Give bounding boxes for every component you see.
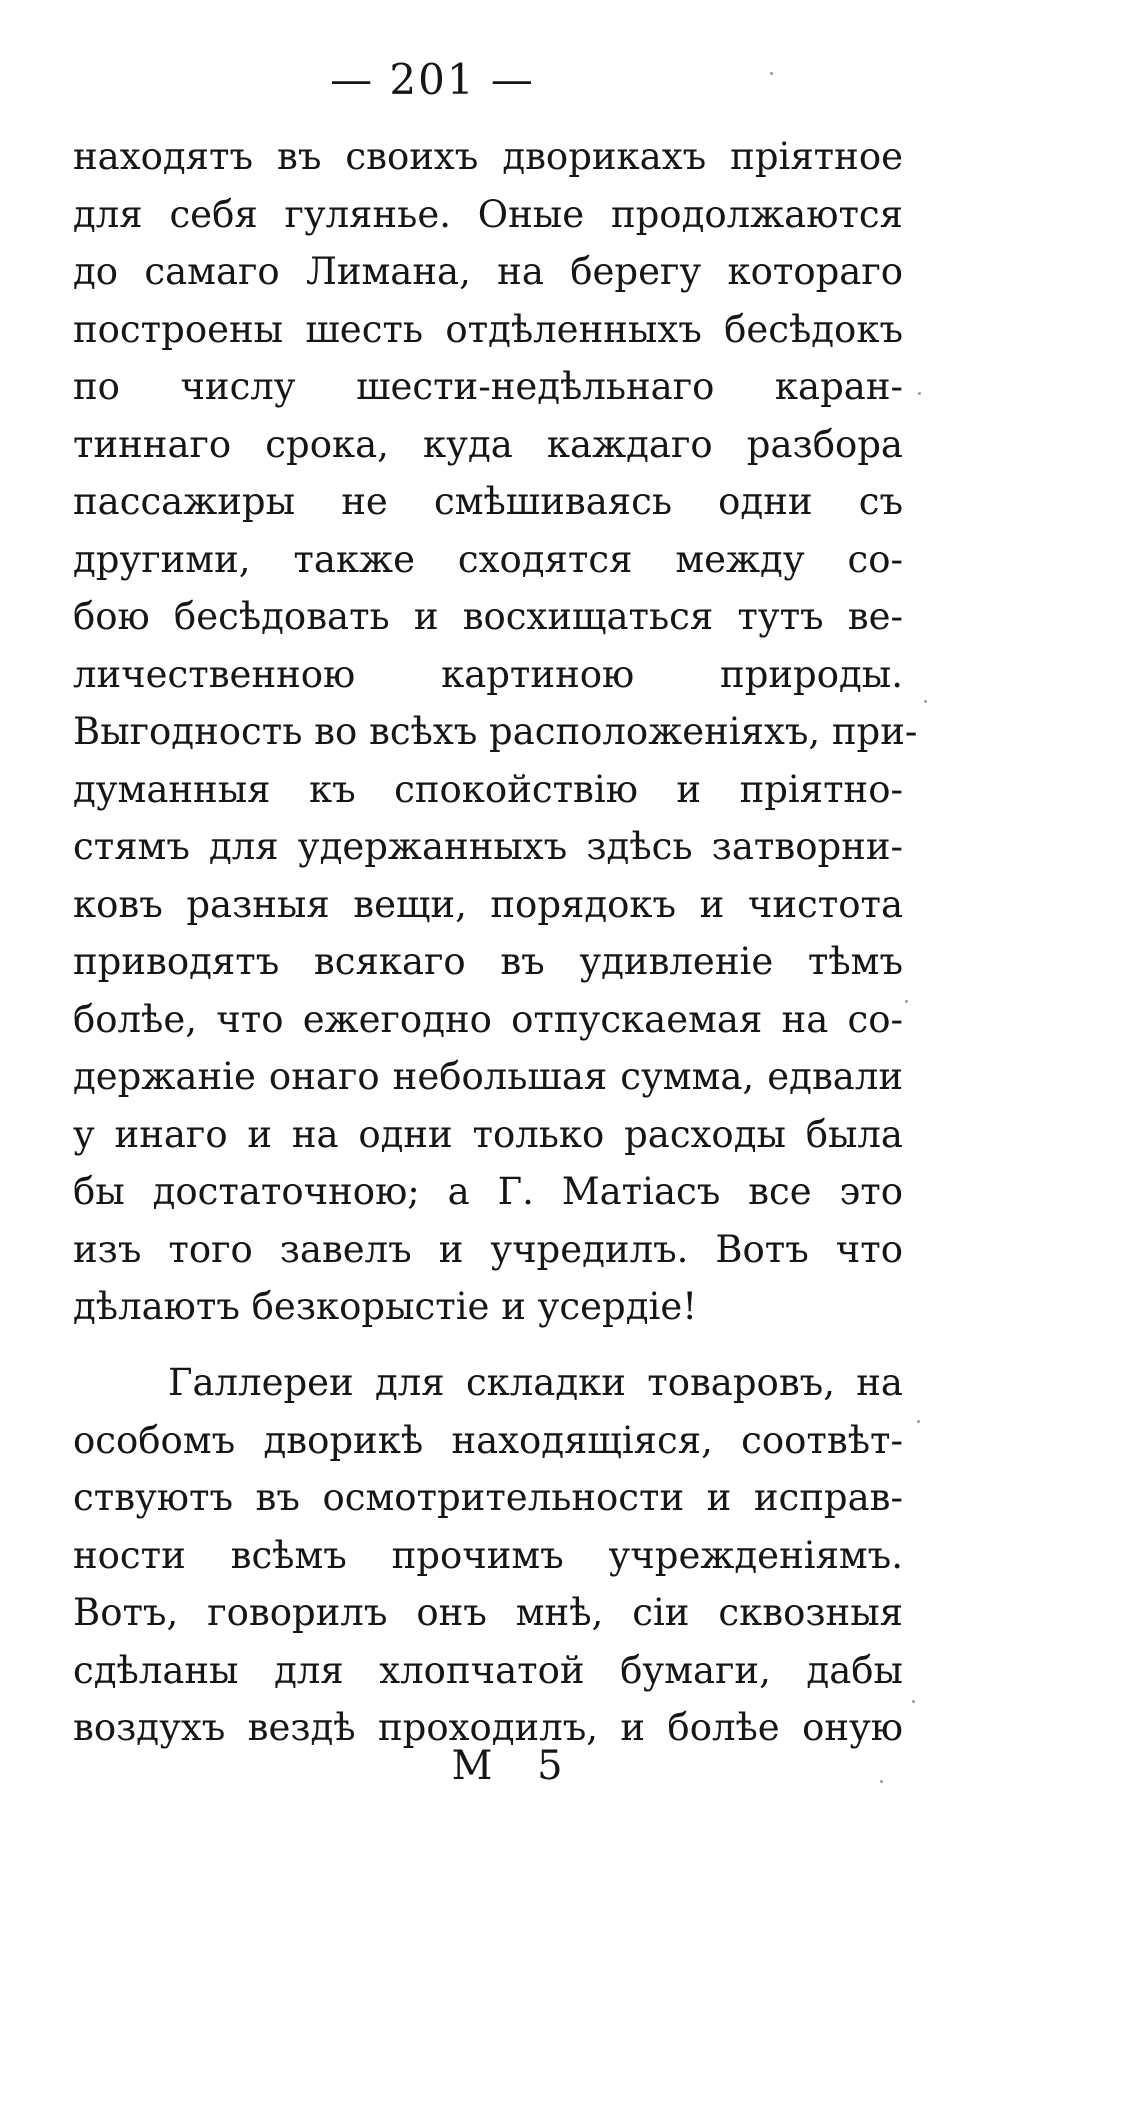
text-line: построены шесть отдѣленныхъ бесѣдокъ [73, 307, 903, 351]
text-line: болѣе, что ежегодно отпускаемая на со- [73, 997, 903, 1041]
text-line: приводятъ всякаго въ удивленіе тѣмъ [73, 940, 903, 983]
text-line: особомъ дворикѣ находящіяся, соотвѣт- [73, 1418, 903, 1462]
text-line: для себя гулянье. Оные продолжаются [73, 192, 903, 236]
text-line: бою бесѣдовать и восхищаться тутъ ве- [73, 595, 903, 638]
scan-speck [924, 700, 927, 703]
text-line: по числу шести-недѣльнаго каран- [73, 365, 903, 408]
text-line: находятъ въ своихъ дворикахъ пріятное [73, 135, 903, 178]
text-line: Выгодность во всѣхъ расположеніяхъ, при- [73, 710, 918, 753]
text-line: ствуютъ въ осмотрительности и исправ- [73, 1476, 903, 1519]
text-line: тиннаго срока, куда каждаго разбора [73, 422, 903, 466]
text-line: ности всѣмъ прочимъ учрежденіямъ. [73, 1533, 903, 1577]
signature-mark: М 5 [451, 1743, 579, 1789]
text-line: Галлереи для складки товаровъ, на [168, 1361, 903, 1404]
scan-speck [912, 1700, 915, 1703]
text-line: Вотъ, говорилъ онъ мнѣ, сіи сквозныя [73, 1591, 903, 1634]
text-line: другими, также сходятся между со- [73, 537, 903, 581]
text-line: личественною картиною природы. [73, 652, 903, 696]
text-line: пассажиры не смѣшиваясь одни съ [73, 480, 903, 523]
scan-speck [770, 72, 773, 75]
text-line: держаніе онаго небольшая сумма, едвали [73, 1055, 903, 1098]
text-line: сдѣланы для хлопчатой бумаги, дабы [73, 1648, 903, 1692]
text-line: дѣлаютъ безкорыстіе и усердіе! [73, 1285, 698, 1328]
paragraph-2 [73, 1354, 903, 1757]
text-line: ковъ разныя вещи, порядокъ и чистота [73, 882, 903, 926]
text-line: бы достаточною; а Г. Матіасъ все это [73, 1170, 903, 1213]
text-line: у инаго и на одни только расходы была [73, 1112, 903, 1156]
paragraph-1 [73, 128, 918, 1336]
page-number: — 201 — [330, 55, 535, 104]
text-line: изъ того завелъ и учредилъ. Вотъ что [73, 1227, 903, 1271]
scan-speck [917, 1420, 920, 1423]
text-line: стямъ для удержанныхъ здѣсь затворни- [73, 825, 903, 868]
scan-speck [880, 1780, 883, 1783]
text-line: воздухъ вездѣ проходилъ, и болѣе оную [73, 1706, 903, 1749]
text-line: думанныя къ спокойствію и пріятно- [73, 767, 903, 811]
scan-speck [905, 1000, 908, 1003]
scan-speck [918, 392, 921, 395]
text-line: до самаго Лимана, на берегу котораго [73, 250, 903, 293]
